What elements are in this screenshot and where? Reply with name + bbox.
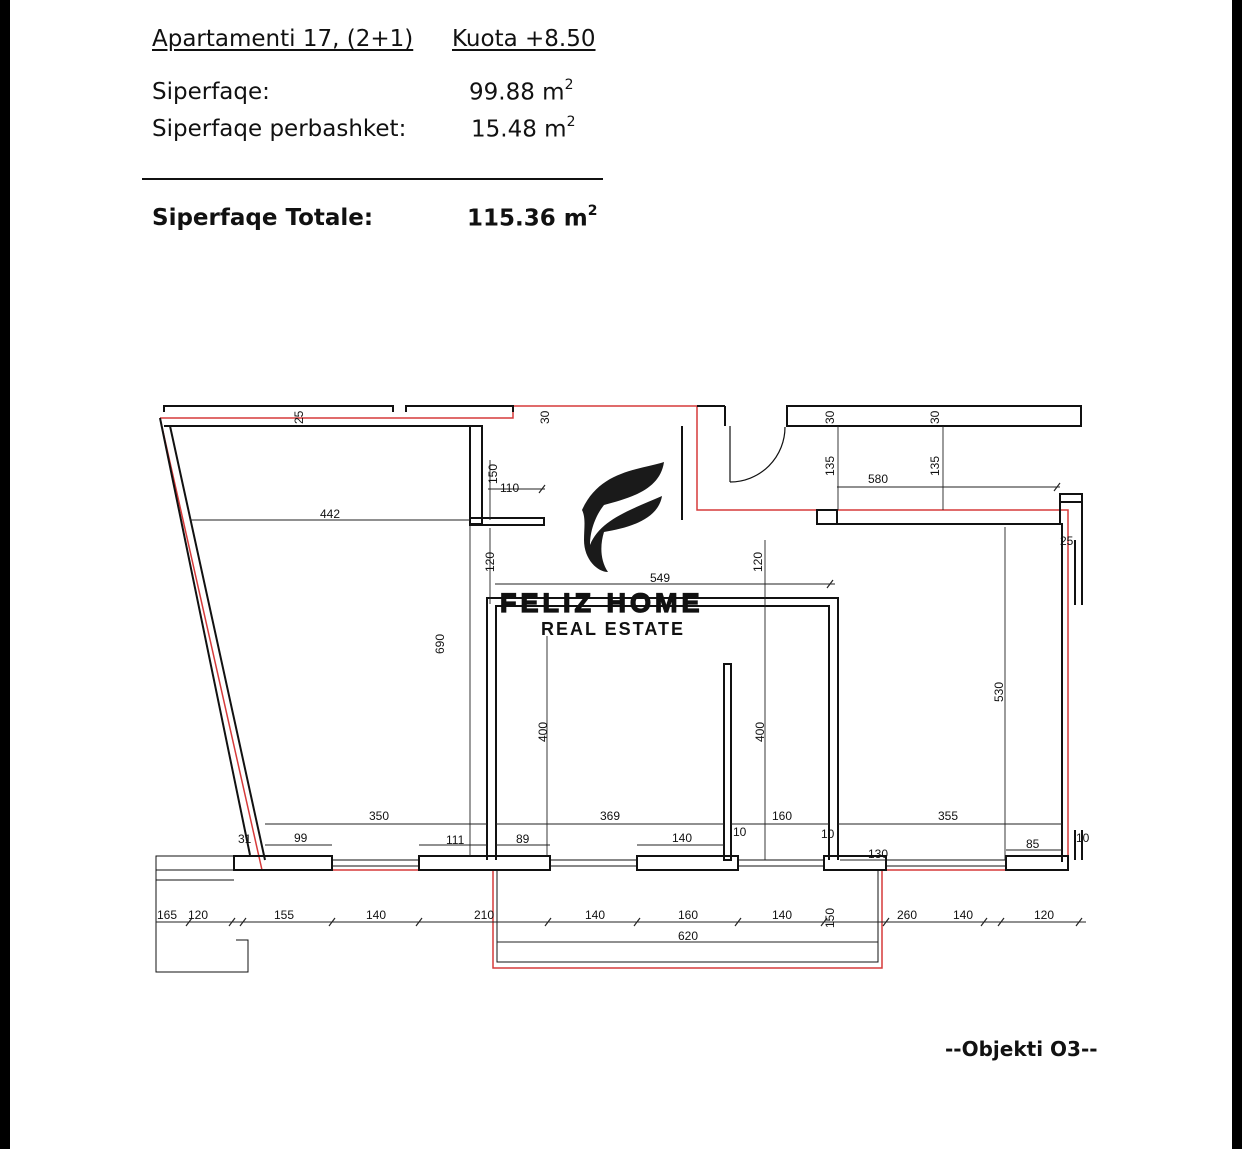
dim-label: 30 <box>538 410 552 424</box>
dim-label: 690 <box>433 633 447 654</box>
dimension-lines <box>156 426 1086 942</box>
dim-label: 155 <box>274 908 295 922</box>
dim-label: 85 <box>1026 837 1040 851</box>
dim-label: 30 <box>823 410 837 424</box>
dim-label: 135 <box>823 455 837 476</box>
dim-label: 120 <box>1034 908 1055 922</box>
dim-label: 400 <box>536 721 550 742</box>
dim-label: 110 <box>500 481 520 495</box>
dim-label: 260 <box>897 908 918 922</box>
area-label: Siperfaqe: <box>152 79 270 105</box>
dim-label: 99 <box>294 831 308 845</box>
dim-label: 160 <box>678 908 699 922</box>
dim-label: 140 <box>772 908 793 922</box>
dim-label: 120 <box>483 551 497 572</box>
dim-label: 89 <box>516 832 530 846</box>
area-value: 99.88 $m^2$ <box>469 77 574 106</box>
dim-label: 400 <box>753 721 767 742</box>
dim-label: 160 <box>772 809 793 823</box>
dim-label: 442 <box>320 507 341 521</box>
dim-label: 10 <box>821 827 835 841</box>
total-area-value: 115.36 $m^2$ <box>467 203 598 232</box>
dim-label: 580 <box>868 472 889 486</box>
dim-label: 30 <box>928 410 942 424</box>
dim-label: 369 <box>600 809 621 823</box>
common-area-label: Siperfaqe perbashket: <box>152 116 407 142</box>
dim-label: 530 <box>992 681 1006 702</box>
dim-label: 140 <box>672 831 693 845</box>
dim-label: 10 <box>1076 831 1090 845</box>
dim-label: 25 <box>1060 534 1074 548</box>
dim-label: 25 <box>292 410 306 424</box>
dim-label: 140 <box>366 908 387 922</box>
dim-label: 10 <box>733 825 747 839</box>
dim-label: 140 <box>953 908 974 922</box>
common-area-value: 15.48 $m^2$ <box>471 114 576 143</box>
dim-label: 130 <box>868 847 889 861</box>
kuota-label: Kuota +8.50 <box>452 26 596 52</box>
apartment-title: Apartamenti 17, (2+1) <box>152 26 414 52</box>
dim-label: 120 <box>751 551 765 572</box>
dim-label: 350 <box>369 809 390 823</box>
object-label: --Objekti O3-- <box>945 1037 1098 1061</box>
dim-label: 620 <box>678 929 699 943</box>
dim-label: 31 <box>238 832 252 846</box>
total-area-label: Siperfaqe Totale: <box>152 205 374 231</box>
dim-label: 140 <box>585 908 606 922</box>
dim-label: 165 <box>157 908 178 922</box>
dim-label: 150 <box>486 463 500 484</box>
dim-label: 549 <box>650 571 671 585</box>
dim-label: 120 <box>188 908 209 922</box>
dim-label: 150 <box>823 907 837 928</box>
dim-label: 355 <box>938 809 959 823</box>
dim-label: 135 <box>928 455 942 476</box>
logo-subtitle: REAL ESTATE <box>541 619 686 639</box>
logo-brand: FELIZ HOME <box>500 588 704 618</box>
dim-label: 210 <box>474 908 495 922</box>
dim-label: 111 <box>446 833 465 847</box>
